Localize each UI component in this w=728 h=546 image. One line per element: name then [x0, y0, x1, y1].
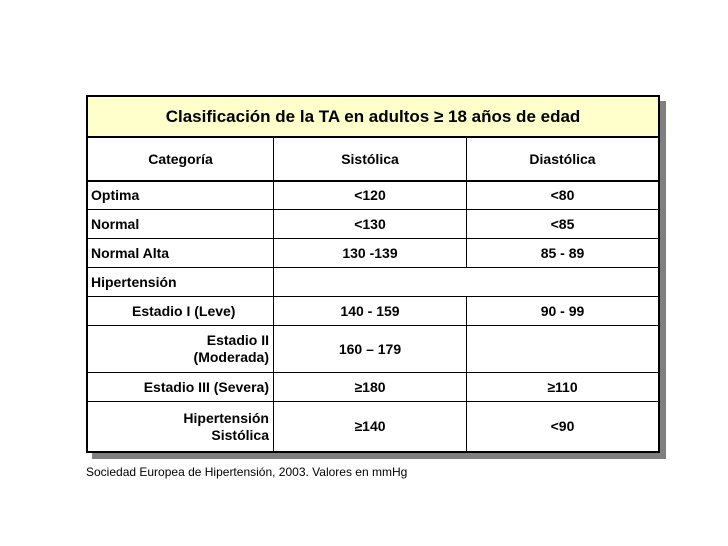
row-category: Hipertensión Sistólica [88, 402, 274, 451]
row-systolic: ≥180 [274, 373, 467, 401]
row-diastolic: <85 [550, 215, 575, 232]
row-category: Estadio I (Leve) [88, 297, 274, 325]
table-row [88, 180, 658, 209]
bp-classification-table [86, 95, 660, 453]
row-empty-span [274, 268, 658, 296]
source-footnote: Sociedad Europea de Hipertensión, 2003. Valores en mmHg [86, 465, 408, 479]
table-title: Clasificación de la TA en adultos ≥ 18 años de edad [88, 97, 658, 138]
table-row [88, 267, 658, 296]
table-row [88, 238, 658, 267]
row-category: Optima [88, 182, 274, 209]
row-category: Hipertensión [88, 268, 274, 296]
table-row [88, 209, 658, 238]
row-systolic: 130 -139 [274, 239, 467, 267]
row-systolic: 140 - 159 [274, 297, 467, 325]
table-header-row [88, 138, 658, 180]
header-diastolica: Diastólica [529, 150, 596, 167]
row-category: Normal Alta [88, 239, 274, 267]
table-row [88, 372, 658, 401]
row-diastolic: <90 [550, 418, 575, 435]
row-diastolic: ≥110 [547, 378, 578, 395]
row-category: Normal [88, 210, 274, 238]
row-category: Estadio II (Moderada) [88, 326, 274, 372]
row-category: Estadio III (Severa) [88, 373, 274, 401]
header-categoria: Categoría [88, 138, 274, 180]
table-row [88, 325, 658, 372]
row-diastolic: 90 - 99 [540, 302, 585, 319]
row-diastolic [467, 326, 658, 372]
row-diastolic: 85 - 89 [540, 244, 585, 261]
row-diastolic: <80 [550, 187, 575, 204]
row-systolic: <120 [274, 182, 467, 209]
row-systolic: <130 [274, 210, 467, 238]
row-systolic: ≥140 [274, 402, 467, 451]
table-row [88, 401, 658, 451]
row-systolic: 160 – 179 [274, 326, 467, 372]
table-row [88, 296, 658, 325]
header-sistolica: Sistólica [274, 138, 467, 180]
